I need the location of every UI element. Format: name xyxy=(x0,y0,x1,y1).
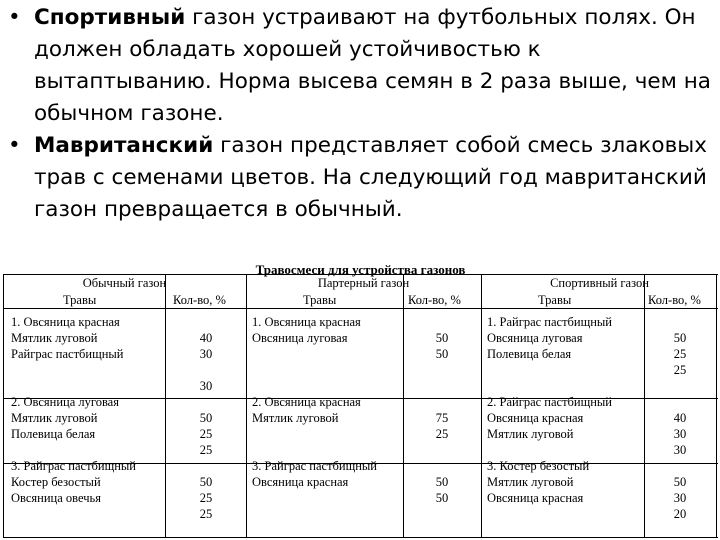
qty-value: 50 xyxy=(199,411,213,425)
qty-value: 40 xyxy=(673,411,687,425)
table-divider xyxy=(481,274,482,538)
grass-list-parterre xyxy=(252,314,377,490)
grass-name: Овсяница красная xyxy=(487,491,584,505)
grass-list-ordinary xyxy=(11,314,136,506)
qty-value: 50 xyxy=(435,491,449,505)
qty-value xyxy=(181,394,231,410)
qty-value: 50 xyxy=(435,475,449,489)
bullet-item-sport xyxy=(6,2,712,130)
grass-name: 1. Овсяница красная xyxy=(11,315,120,329)
bullet-dot-icon: • xyxy=(8,5,21,30)
grass-name: Мятлик луговой xyxy=(11,331,98,345)
grass-name: Мятлик луговой xyxy=(252,411,339,425)
qty-header: Кол-во, % xyxy=(173,293,226,307)
grass-header: Травы xyxy=(63,293,97,307)
qty-header: Кол-во, % xyxy=(648,293,701,307)
qty-value: 50 xyxy=(673,331,687,345)
column-name: Партерный газон xyxy=(317,276,410,290)
qty-list-parterre xyxy=(417,314,467,506)
qty-value: 50 xyxy=(199,475,213,489)
bullet-dot-icon: • xyxy=(8,133,21,158)
table-divider xyxy=(403,274,404,538)
grass-name: Костер безостый xyxy=(11,475,101,489)
qty-value: 25 xyxy=(673,347,687,361)
qty-list-sport xyxy=(655,314,705,522)
grass-name: Овсяница луговая xyxy=(487,331,583,345)
grass-name: Полевица белая xyxy=(11,427,96,441)
table-divider xyxy=(165,274,166,538)
bullet-term: Спортивный xyxy=(34,5,186,30)
qty-value: 40 xyxy=(199,331,213,345)
table-rule xyxy=(3,537,718,538)
qty-value: 30 xyxy=(673,491,687,505)
column-name: Обычный газон xyxy=(82,276,167,290)
grass-header: Травы xyxy=(303,293,337,307)
qty-header: Кол-во, % xyxy=(408,293,461,307)
column-name: Спортивный газон xyxy=(550,276,649,290)
bullet-term: Мавританский xyxy=(34,133,214,158)
grass-name: 3. Райграс пастбищный xyxy=(11,459,136,473)
grass-name xyxy=(11,442,136,458)
grass-name: Мятлик луговой xyxy=(487,475,574,489)
qty-value: 25 xyxy=(199,427,213,441)
bullet-item-moorish xyxy=(6,130,712,226)
qty-value: 25 xyxy=(199,443,213,457)
table-title: Травосмеси для устройства газонов xyxy=(255,262,466,277)
grass-list-sport xyxy=(487,314,612,506)
grass-name: 2. Овсяница красная xyxy=(252,395,361,409)
grass-name: 1. Райграс пастбищный xyxy=(487,315,612,329)
qty-value: 25 xyxy=(199,491,213,505)
qty-value: 50 xyxy=(435,331,449,345)
qty-value xyxy=(181,458,231,474)
table-divider xyxy=(246,274,247,538)
qty-value: 30 xyxy=(199,379,213,393)
grass-name: 3. Костер безостый xyxy=(487,459,590,473)
table-rule xyxy=(3,274,718,275)
table-border-left xyxy=(3,274,4,538)
grass-name: 2. Овсяница луговая xyxy=(11,395,119,409)
qty-value: 50 xyxy=(673,475,687,489)
grass-header: Травы xyxy=(538,293,572,307)
qty-value: 25 xyxy=(199,507,213,521)
qty-value: 50 xyxy=(435,347,449,361)
qty-value: 25 xyxy=(673,363,687,377)
grass-name: Мятлик луговой xyxy=(487,427,574,441)
qty-value xyxy=(181,314,231,330)
qty-value: 30 xyxy=(673,427,687,441)
bullet-text: газон представляет собой смесь злаковых трав с семенами цветов. На следующий год мавританский газон превращается в обычный. xyxy=(34,133,707,222)
grass-name: Райграс пастбищный xyxy=(11,347,124,361)
qty-value: 75 xyxy=(435,411,449,425)
grass-name: Мятлик луговой xyxy=(11,411,98,425)
grass-name xyxy=(11,362,136,378)
grass-name: Овсяница луговая xyxy=(252,331,348,345)
table-border-right xyxy=(716,274,717,538)
grass-name: Овсяница красная xyxy=(252,475,349,489)
bullet-list xyxy=(6,2,712,226)
qty-value: 30 xyxy=(673,443,687,457)
table-divider xyxy=(644,274,645,538)
bullet-text: газон устраивают на футбольных полях. Он должен обладать хорошей устойчивостью к вытаптыванию. Норма высева семян в 2 раза выше, чем на обычном газоне. xyxy=(34,5,711,126)
grass-name: Овсяница овечья xyxy=(11,491,101,505)
grass-name: 3. Райграс пастбищный xyxy=(252,459,377,473)
grass-name: Полевица белая xyxy=(487,347,572,361)
qty-value: 25 xyxy=(435,427,449,441)
grass-name: 2. Райграс пастбищный xyxy=(487,395,612,409)
grass-name: Овсяница красная xyxy=(487,411,584,425)
qty-list-ordinary xyxy=(181,314,231,522)
qty-value: 20 xyxy=(673,507,687,521)
qty-value: 30 xyxy=(199,347,213,361)
table-rule xyxy=(3,308,718,309)
grass-mix-table xyxy=(3,262,718,538)
grass-name: 1. Овсяница красная xyxy=(252,315,361,329)
grass-name xyxy=(11,378,136,394)
